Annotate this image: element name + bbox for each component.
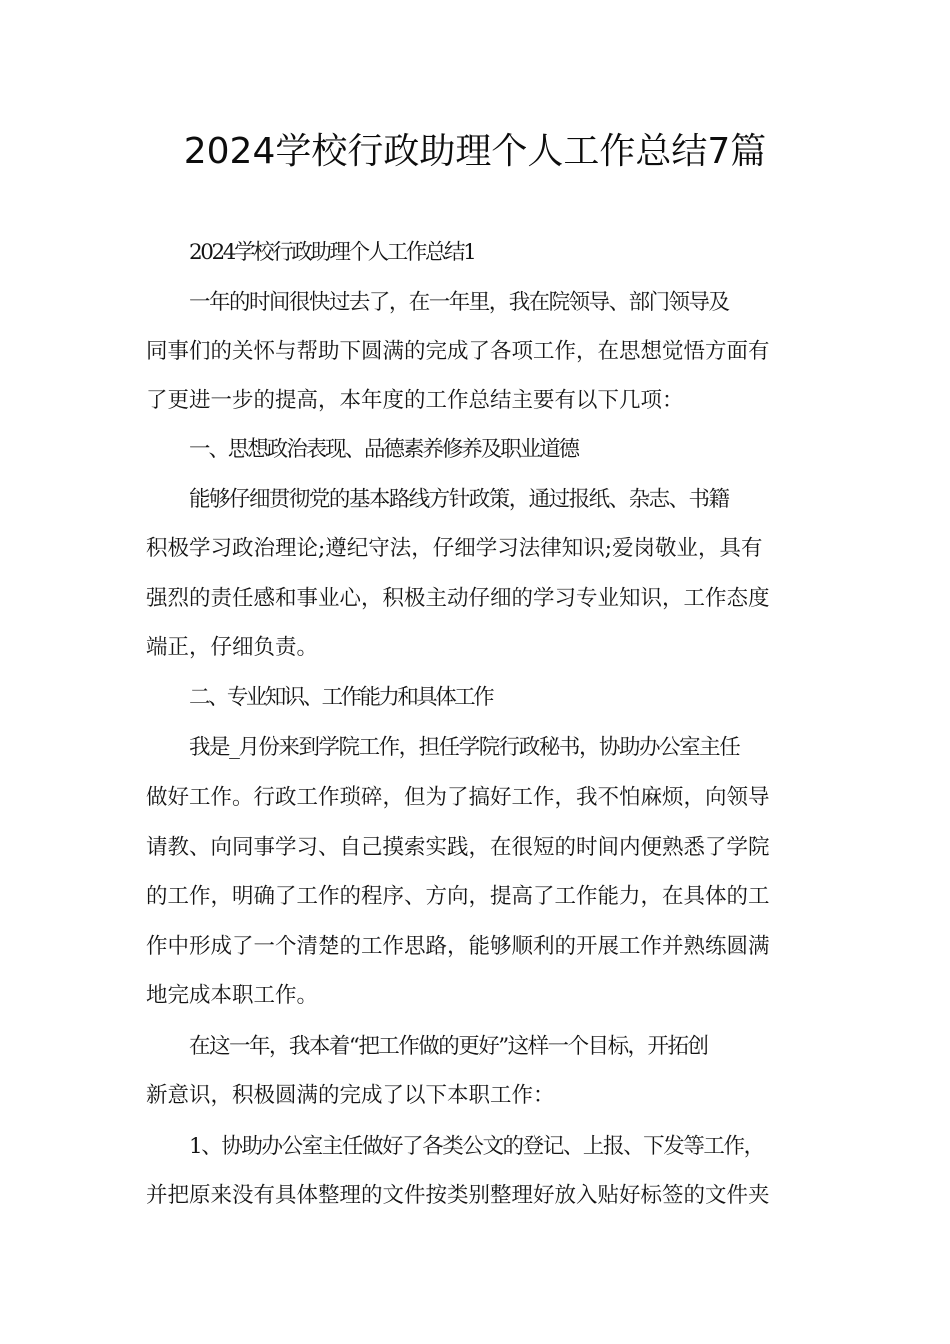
paragraph-line: 能够仔细贯彻党的基本路线方针政策，通过报纸、杂志、书籍 xyxy=(189,487,729,512)
paragraph-line: 1、协助办公室主任做好了各类公文的登记、上报、下发等工作， xyxy=(189,1134,764,1159)
section-heading: 2024学校行政助理个人工作总结1 xyxy=(189,240,475,265)
paragraph-line: 并把原来没有具体整理的文件按类别整理好放入贴好标签的文件夹 xyxy=(146,1183,770,1208)
paragraph-line: 在这一年，我本着“把工作做的更好”这样一个目标，开拓创 xyxy=(189,1034,708,1059)
paragraph-line: 请教、向同事学习、自己摸索实践，在很短的时间内便熟悉了学院 xyxy=(146,835,770,860)
subsection-heading: 二、专业知识、工作能力和具体工作 xyxy=(189,685,493,710)
paragraph-line: 强烈的责任感和事业心，积极主动仔细的学习专业知识，工作态度 xyxy=(146,586,770,611)
paragraph-line: 做好工作。行政工作琐碎，但为了搞好工作，我不怕麻烦，向领导 xyxy=(146,785,770,810)
subsection-heading: 一、思想政治表现、品德素养修养及职业道德 xyxy=(189,437,579,462)
paragraph-line: 同事们的关怀与帮助下圆满的完成了各项工作，在思想觉悟方面有 xyxy=(146,339,770,364)
paragraph-line: 积极学习政治理论;遵纪守法，仔细学习法律知识;爱岗敬业，具有 xyxy=(146,536,763,561)
paragraph-line: 我是_月份来到学院工作，担任学院行政秘书，协助办公室主任 xyxy=(189,735,740,760)
paragraph-line: 一年的时间很快过去了，在一年里，我在院领导、部门领导及 xyxy=(189,290,729,315)
document-title: 2024学校行政助理个人工作总结7篇 xyxy=(183,131,767,172)
paragraph-line: 新意识，积极圆满的完成了以下本职工作： xyxy=(146,1083,555,1108)
paragraph-line: 了更进一步的提高，本年度的工作总结主要有以下几项： xyxy=(146,388,684,413)
paragraph-line: 端正，仔细负责。 xyxy=(146,635,319,660)
paragraph-line: 地完成本职工作。 xyxy=(146,983,319,1008)
paragraph-line: 的工作，明确了工作的程序、方向，提高了工作能力，在具体的工 xyxy=(146,884,770,909)
paragraph-line: 作中形成了一个清楚的工作思路，能够顺利的开展工作并熟练圆满 xyxy=(146,934,770,959)
